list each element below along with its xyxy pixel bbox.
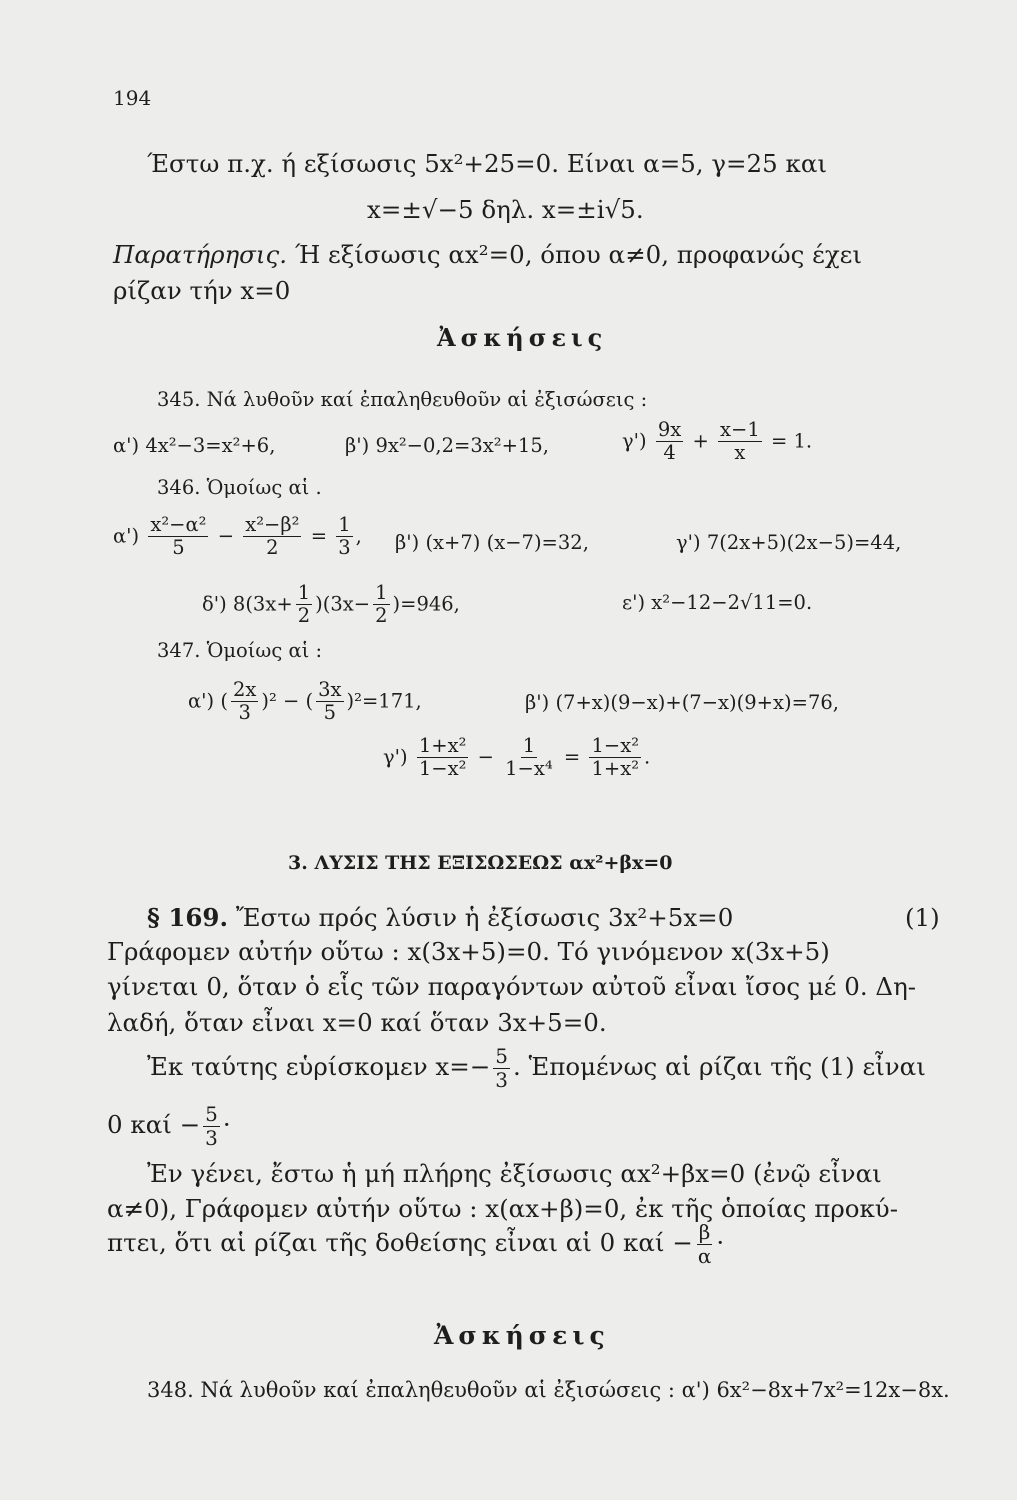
ex348: 348. Νά λυθοῦν καί ἐπαληθευθοῦν αἱ ἐξισώσεις : α') 6x²−8x+7x²=12x−8x. <box>147 1378 950 1402</box>
expr: 8(3x+ <box>232 592 293 616</box>
ex347-c <box>383 736 650 780</box>
numerator: β <box>698 1220 711 1244</box>
ex347-c-label: γ') <box>383 745 408 769</box>
para169-text: Ἔστω πρός λύσιν ἡ ἐξίσωσις 3x²+5x=0 <box>235 903 734 932</box>
expr: πτει, ὅτι αἱ ρίζαι τῆς δοθείσης εἶναι αἱ 0 καί − <box>107 1228 693 1257</box>
denominator: 1+x² <box>591 757 640 781</box>
fraction <box>503 736 555 780</box>
fraction <box>296 583 312 627</box>
punct: , <box>355 524 362 548</box>
ex345-a: α') 4x²−3=x²+6, <box>113 434 276 457</box>
expr: ( <box>220 689 228 713</box>
para169-line-1 <box>147 903 734 932</box>
para169-line-3: γίνεται 0, ὅταν ὁ εἷς τῶν παραγόντων αὐτοῦ εἶναι ἴσος μέ 0. Δη- <box>107 972 917 1001</box>
ex345-intro: 345. Νά λυθοῦν καί ἐπαληθευθοῦν αἱ ἐξισώσεις : <box>157 388 648 411</box>
operator: + <box>692 429 709 453</box>
expr: Ἐκ ταύτης εὑρίσκομεν x=− <box>147 1052 491 1081</box>
fraction <box>316 680 343 724</box>
fraction <box>373 583 389 627</box>
operator: − <box>217 524 235 548</box>
ex346-a-label: α') <box>113 524 140 548</box>
para169-line-2: Γράφομεν αὐτήν οὕτω : x(3x+5)=0. Τό γινόμενον x(3x+5) <box>107 937 830 966</box>
ex345-b: β') 9x²−0,2=3x²+15, <box>345 434 549 457</box>
numerator: 5 <box>495 1044 509 1068</box>
denominator: x <box>734 441 746 465</box>
denominator: 2 <box>266 536 279 560</box>
denominator: 5 <box>323 701 337 725</box>
ex346-d <box>202 583 460 627</box>
ex345-c <box>622 420 812 464</box>
equation-number: (1) <box>905 903 940 932</box>
fraction <box>493 1046 510 1091</box>
expr: )(3x− <box>315 592 371 616</box>
fraction <box>417 736 469 780</box>
denominator: 5 <box>172 536 185 560</box>
denominator: 2 <box>297 604 311 628</box>
operator: = <box>310 524 328 548</box>
fraction <box>589 736 641 780</box>
ex346-c: γ') 7(2x+5)(2x−5)=44, <box>676 531 902 554</box>
remark-label: Παρατήρησις. <box>113 240 288 269</box>
ex346-d-label: δ') <box>202 592 227 616</box>
operator: − <box>477 745 494 769</box>
ex347-a <box>188 680 422 724</box>
fraction <box>148 515 208 559</box>
numerator: 1−x² <box>591 734 640 757</box>
denominator: 1−x² <box>418 757 467 781</box>
remark-line-1 <box>113 240 862 269</box>
remark-line-2: ρίζαν τήν x=0 <box>113 276 291 305</box>
denominator: 4 <box>663 441 676 465</box>
expr: )² − ( <box>261 689 314 713</box>
fraction <box>696 1222 714 1267</box>
numerator: x−1 <box>719 418 760 441</box>
punct: · <box>222 1110 231 1139</box>
expr: )=946, <box>392 592 460 616</box>
fraction <box>656 420 683 464</box>
para169-line-4: λαδή, ὅταν εἶναι x=0 καί ὅταν 3x+5=0. <box>107 1008 607 1037</box>
expr: . Ἑπομένως αἱ ρίζαι τῆς (1) εἶναι <box>513 1052 926 1081</box>
denominator: 3 <box>338 536 351 560</box>
numerator: 9x <box>657 418 682 441</box>
numerator: 1 <box>522 734 536 757</box>
ex347-b: β') (7+x)(9−x)+(7−x)(9+x)=76, <box>525 691 839 714</box>
numerator: x²−α² <box>150 513 207 536</box>
denominator: α <box>697 1244 712 1268</box>
ex346-intro: 346. Ὁμοίως αἱ . <box>157 476 322 499</box>
exercises-heading-1: Ἀσκήσεις <box>437 323 608 352</box>
expr: 0 καί − <box>107 1110 201 1139</box>
ex346-a <box>113 515 362 559</box>
denominator: 3 <box>495 1068 509 1092</box>
ex346-e: ε') x²−12−2√11=0. <box>622 591 813 614</box>
denominator: 1−x⁴ <box>505 757 553 781</box>
para-find-line-1 <box>147 1046 926 1091</box>
numerator: x²−β² <box>245 513 300 536</box>
numerator: 1 <box>375 581 388 604</box>
numerator: 5 <box>205 1102 218 1126</box>
numerator: 1+x² <box>418 734 467 757</box>
section-heading: 3. ΛΥΣΙΣ ΤΗΣ ΕΞΙΣΩΣΕΩΣ αx²+βx=0 <box>288 852 673 874</box>
fraction <box>243 515 301 559</box>
general-line-2: α≠0), Γράφομεν αὐτήν οὕτω : x(αx+β)=0, ἐκ τῆς ὁποίας προκύ- <box>107 1194 898 1223</box>
para-find-line-2 <box>107 1104 231 1149</box>
ex345-c-label: γ') <box>622 429 647 453</box>
operator: = <box>563 745 581 769</box>
numerator: 1 <box>297 581 311 604</box>
ex347-a-label: α') <box>188 689 215 713</box>
fraction <box>718 420 762 464</box>
general-line-3 <box>107 1222 724 1267</box>
fraction <box>203 1104 220 1149</box>
rhs: = 1. <box>770 429 813 453</box>
punct: · <box>716 1228 725 1257</box>
fraction <box>231 680 258 724</box>
punct: . <box>644 745 651 769</box>
page-number: 194 <box>113 86 152 110</box>
example-line-2: x=±√−5 δηλ. x=±i√5. <box>367 195 644 224</box>
ex346-b: β') (x+7) (x−7)=32, <box>395 531 589 554</box>
denominator: 3 <box>238 701 251 725</box>
denominator: 3 <box>205 1126 218 1150</box>
numerator: 1 <box>338 513 351 536</box>
numerator: 3x <box>318 678 342 701</box>
general-line-1: Ἐν γένει, ἔστω ἡ μή πλήρης ἐξίσωσις αx²+βx=0 (ἐνῷ εἶναι <box>147 1159 882 1188</box>
exercises-heading-2: Ἀσκήσεις <box>434 1321 610 1350</box>
fraction <box>336 515 352 559</box>
expr: )²=171, <box>346 689 422 713</box>
ex347-intro: 347. Ὁμοίως αἱ : <box>157 639 323 662</box>
numerator: 2x <box>232 678 257 701</box>
example-line-1: Έστω π.χ. ή εξίσωσις 5x²+25=0. Είναι α=5, γ=25 και <box>147 149 827 178</box>
paragraph-number: § 169. <box>147 903 229 932</box>
denominator: 2 <box>375 604 388 628</box>
remark-text: Ή εξίσωσις αx²=0, όπου α≠0, προφανώς έχει <box>294 240 862 269</box>
